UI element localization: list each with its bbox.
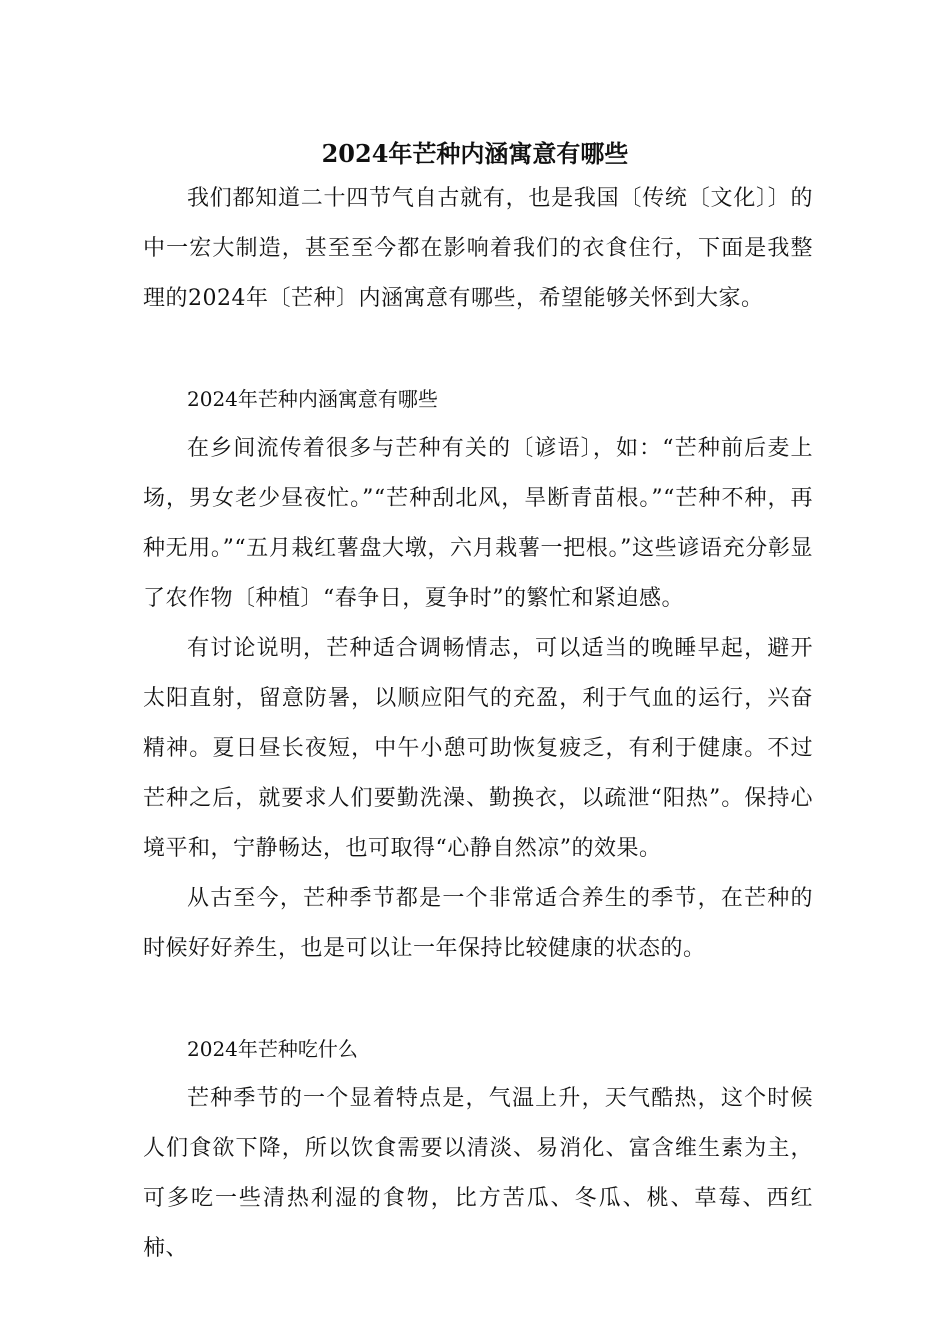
intro-paragraph: 我们都知道二十四节气自古就有，也是我国〔传统〔文化〕〕的中一宏大制造，甚至至今都在影响着我们的衣食住行，下面是我整理的2024年〔芒种〕内涵寓意有哪些，希望能够关怀到大家。 [143,186,813,311]
page-title: 2024年芒种内涵寓意有哪些 [321,139,629,168]
body-paragraph: 在乡间流传着很多与芒种有关的〔谚语〕，如：“芒种前后麦上场，男女老少昼夜忙。”“芒种刮北风，旱断青苗根。”“芒种不种，再种无用。”“五月栽红薯盘大墩，六月栽薯一把根。”这些谚语充分彰显了农作物〔种植〕“春争日，夏争时”的繁忙和紧迫感。 [143,436,813,611]
body-paragraph: 从古至今，芒种季节都是一个非常适合养生的季节，在芒种的时候好好养生，也是可以让一年保持比较健康的状态的。 [143,886,813,961]
section-food [143,1024,813,1274]
body-paragraph: 芒种季节的一个显着特点是，气温上升，天气酷热，这个时候人们食欲下降，所以饮食需要以清淡、易消化、富含维生素为主，可多吃一些清热利湿的食物，比方苦瓜、冬瓜、桃、草莓、西红柿、 [143,1086,813,1261]
section-meaning [143,374,813,974]
section-heading: 2024年芒种吃什么 [187,1037,358,1061]
intro-block [143,174,813,324]
body-paragraph: 有讨论说明，芒种适合调畅情志，可以适当的晚睡早起，避开太阳直射，留意防暑，以顺应阳气的充盈，利于气血的运行，兴奋精神。夏日昼长夜短，中午小憩可助恢复疲乏，有利于健康。不过芒种之后，就要求人们要勤洗澡、勤换衣，以疏泄“阳热”。保持心境平和，宁静畅达，也可取得“心静自然凉”的效果。 [143,636,813,861]
section-heading: 2024年芒种内涵寓意有哪些 [187,387,438,411]
